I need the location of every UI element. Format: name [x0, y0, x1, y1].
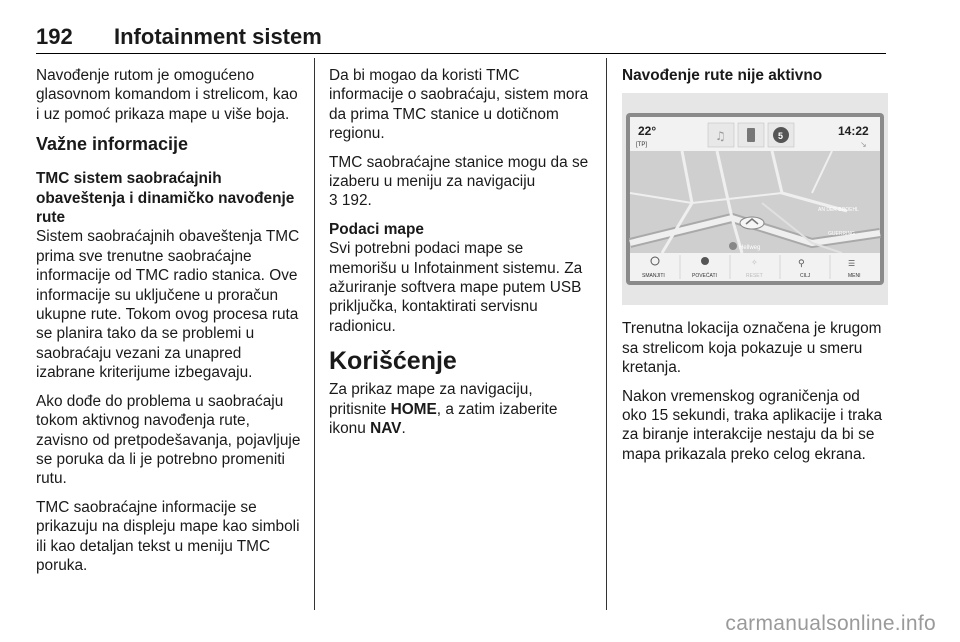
tmc-display-paragraph: TMC saobraćajne informacije se prikazuju na displeju mape kao simboli ili kao detaljan tekst u meniju TMC poruka.	[36, 498, 300, 574]
tmc-stations-text: TMC saobraćajne stanice mogu da se izaberu u meniju za navigaciju	[329, 153, 589, 191]
column-left	[36, 66, 301, 584]
page-number: 192	[36, 24, 73, 49]
navigation-screen-image	[622, 93, 888, 305]
notification-badge: 5	[778, 131, 784, 142]
temperature-readout: 22°	[638, 124, 657, 139]
route-inactive-subheading: Navođenje rute nije aktivno	[622, 67, 823, 84]
important-info-heading: Važne informacije	[36, 134, 189, 155]
tmc-paragraph: Sistem saobraćajnih obaveštenja TMC prima sve trenutne saobraćajne informacije od TMC radio stanica. Ove informacije su uključene u proračun ukupne rute. Tokom ovog procesa ruta se planira tako da se problemi u saobraćaju vezani za unapred izabrane kriterijume izbegavaju.	[36, 228, 300, 382]
watermark: carmanualsonline.info	[725, 612, 936, 635]
street-label: AN DER BROEHL	[818, 207, 859, 214]
tp-indicator: [TP]	[636, 142, 648, 149]
column-right	[622, 66, 888, 473]
page-ref-arrow-icon: 3	[329, 192, 338, 210]
signal-icon: ↘	[860, 140, 867, 150]
nav-icon-label: NAV	[370, 420, 402, 438]
street-label: GUERRING	[828, 231, 855, 238]
column-divider	[314, 58, 315, 610]
clock-readout: 14:22	[838, 124, 869, 139]
tmc-stations-paragraph	[329, 153, 593, 211]
map-data-paragraph: Svi potrebni podaci mape se memorišu u Infotainment sistemu. Za ažuriranje softvera mape putem USB priključka, kontaktirati servisnu radionicu.	[329, 240, 583, 335]
timeout-paragraph: Nakon vremenskog ograničenja od oko 15 sekundi, traka aplikacije i traka za biranje interakcije nestaju da bi se mapa prikazala preko celog ekrana.	[622, 387, 883, 463]
column-divider	[606, 58, 607, 610]
page-ref: 192.	[341, 192, 372, 210]
place-label: Hellweg	[739, 245, 761, 252]
menu-icon: ☰	[848, 259, 856, 269]
map-data-subheading: Podaci mape	[329, 220, 424, 238]
tmc-subheading: TMC sistem saobraćajnih obaveštenja i dinamičko navođenje rute	[36, 170, 295, 227]
place-marker-icon	[729, 242, 737, 250]
zoom-out-button[interactable]: SMANJITI	[642, 273, 665, 280]
section-title: Infotainment sistem	[114, 24, 322, 49]
reset-icon: ✧	[751, 258, 758, 268]
menu-button[interactable]: MENI	[848, 273, 861, 280]
zoom-in-icon[interactable]	[701, 257, 709, 265]
usage-paragraph: Za prikaz mape za navigaciju, pritisnite HOME, a zatim izaberite ikonu NAV.	[329, 381, 558, 438]
page-header	[36, 24, 886, 54]
intro-paragraph: Navođenje rutom je omogućeno glasovnom komandom i strelicom, kao i uz pomoć prikaza mape u više boja.	[36, 67, 298, 123]
current-location-paragraph: Trenutna lokacija označena je krugom sa strelicom koja pokazuje u smeru kretanja.	[622, 320, 882, 377]
column-middle	[329, 66, 593, 448]
zoom-in-button[interactable]: POVEĆATI	[692, 273, 717, 280]
destination-search-icon: ⚲	[798, 259, 805, 270]
navigation-map-illustration	[622, 93, 888, 305]
tmc-reception-paragraph: Da bi mogao da koristi TMC informacije o saobraćaju, sistem mora da prima TMC stanice u dotičnom regionu.	[329, 67, 589, 143]
traffic-problem-paragraph: Ako dođe do problema u saobraćaju tokom aktivnog navođenja rute, zavisno od pretpodešavanja, pojavljuje se poruka da li je potrebno promeniti rutu.	[36, 392, 301, 488]
phone-icon	[747, 128, 755, 142]
reset-button[interactable]: RESET	[746, 273, 763, 280]
destination-button[interactable]: CILJ	[800, 273, 811, 280]
music-note-icon: ♫	[715, 129, 726, 144]
home-key-label: HOME	[390, 400, 437, 418]
usage-heading: Korišćenje	[329, 347, 457, 376]
